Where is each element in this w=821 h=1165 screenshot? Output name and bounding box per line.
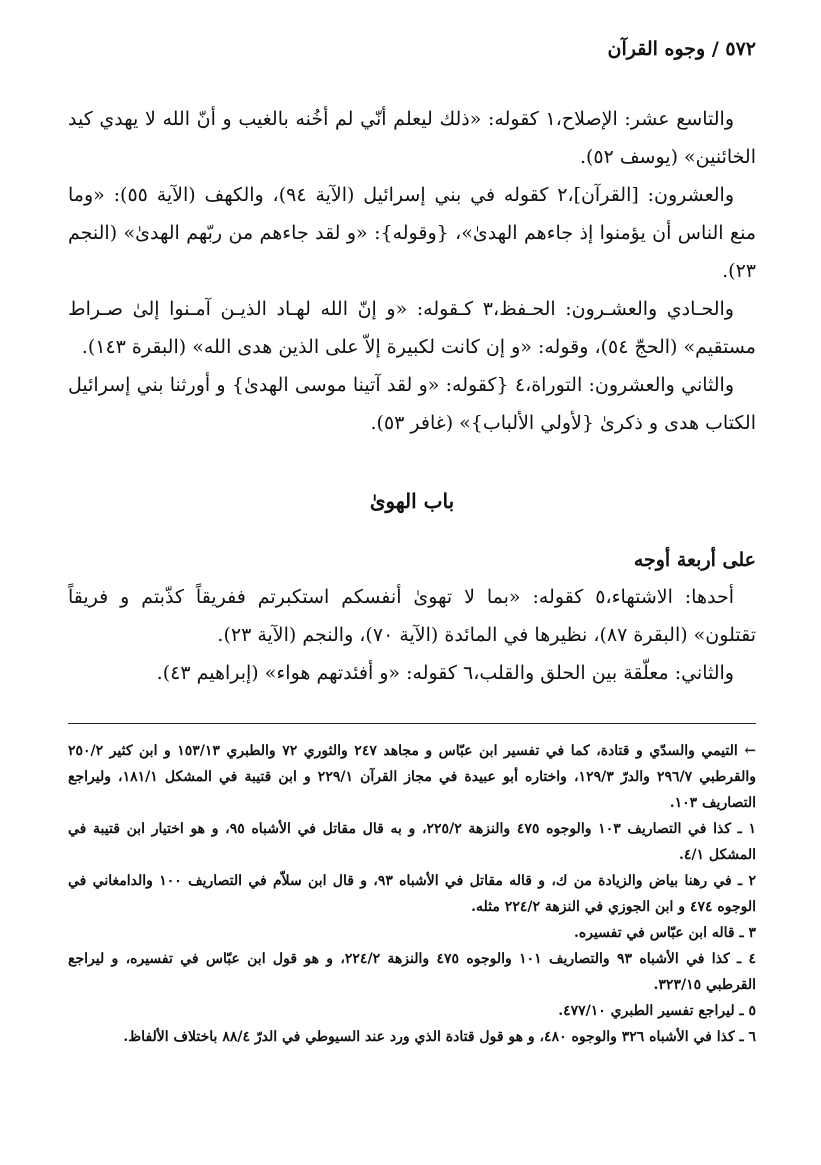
paragraph-second-aspect: والثاني: معلّقة بين الحلق والقلب،٦ كقوله: «و أفئدتهم هواء» (إبراهيم ٤٣). [156,662,734,684]
running-header: ٥٧٢ / وجوه القرآن [607,38,756,60]
footnote-divider [68,723,756,724]
footnote-4: ٤ ـ كذا في الأشباه ٩٣ والتصاريف ١٠١ والوجوه ٤٧٥ والنزهة ٢٢٤/٢، و هو قول ابن عبّاس في تفسيره، و ليراجع القرطبي ٣٢٣/١٥. [68,951,756,993]
paragraph-twenty-first: والحـادي والعشـرون: الحـفظ،٣ كـقوله: «و إنّ الله لهـاد الذيـن آمـنوا إلىٰ صـراط مستقيم» (الحجّ ٥٤)، وقوله: «و إن كانت لكبيرة إلاّ على الذين هدى الله» (البقرة ١٤٣). [68,298,756,358]
footnotes [68,738,756,1050]
section-subheading: على أربعة أوجه [633,549,756,571]
footnote-3: ٣ ـ قاله ابن عبّاس في تفسيره. [574,925,756,941]
paragraph-twentieth: والعشرون: [القرآن]،٢ كقوله في بني إسرائيل (الآية ٩٤)، والكهف (الآية ٥٥): «وما منع الناس أن يؤمنوا إذ جاءهم الهدىٰ»، {وقوله}: «و لقد جاءهم من ربّهم الهدىٰ» (النجم ٢٣). [68,184,756,282]
section-title: باب الهوىٰ [369,489,455,513]
footnote-1: ١ ـ كذا في التصاريف ١٠٣ والوجوه ٤٧٥ والنزهة ٢٢٥/٢، و به قال مقاتل في الأشباه ٩٥، و هو اختيار ابن قتيبة في المشكل ٤/١. [68,821,756,863]
footnote-6: ٦ ـ كذا في الأشباه ٣٢٦ والوجوه ٤٨٠، و هو قول قتادة الذي ورد عند السيوطي في الدرّ ٨٨/٤ باختلاف الألفاظ. [123,1029,756,1045]
paragraph-first-aspect: أحدها: الاشتهاء،٥ كقوله: «بما لا تهوىٰ أنفسكم استكبرتم ففريقاً كذّبتم و فريقاً تقتلون» (البقرة ٨٧)، نظيرها في المائدة (الآية ٧٠)، والنجم (الآية ٢٣). [68,586,756,646]
paragraph-nineteenth: والتاسع عشر: الإصلاح،١ كقوله: «ذلك ليعلم أنّي لم أخُنه بالغيب و أنّ الله لا يهدي كيد الخائنين» (يوسف ٥٢). [68,108,756,168]
footnote-2: ٢ ـ في رهنا بياض والزيادة من ك، و قاله مقاتل في الأشباه ٩٣، و قال ابن سلاّم في التصاريف ١٠٠ والدامغاني في الوجوه ٤٧٤ و ابن الجوزي في النزهة ٢٢٤/٢ مثله. [68,873,756,915]
book-page [68,30,756,1150]
paragraph-twenty-second: والثاني والعشرون: التوراة،٤ {كقوله: «و لقد آتينا موسى الهدىٰ} و أورثنا بني إسرائيل الكتاب هدى و ذكرىٰ {لأولي الألباب}» (غافر ٥٣). [68,374,756,434]
footnote-5: ٥ ـ ليراجع تفسير الطبري ٤٧٧/١٠. [558,1003,756,1019]
footnote-continuation: ← التيمي والسدّي و قتادة، كما في تفسير ابن عبّاس و مجاهد ٢٤٧ والثوري ٧٢ والطبري ١٥٣/١٣ و ابن كثير ٢٥٠/٢ والقرطبي ٢٩٦/٧ والدرّ ١٢٩/٣، واختاره أبو عبيدة في مجاز القرآن ٢٢٩/١ و ابن قتيبة في المشكل ١٨١/١، وليراجع التصاريف ١٠٣. [68,743,756,811]
main-text [68,100,756,692]
